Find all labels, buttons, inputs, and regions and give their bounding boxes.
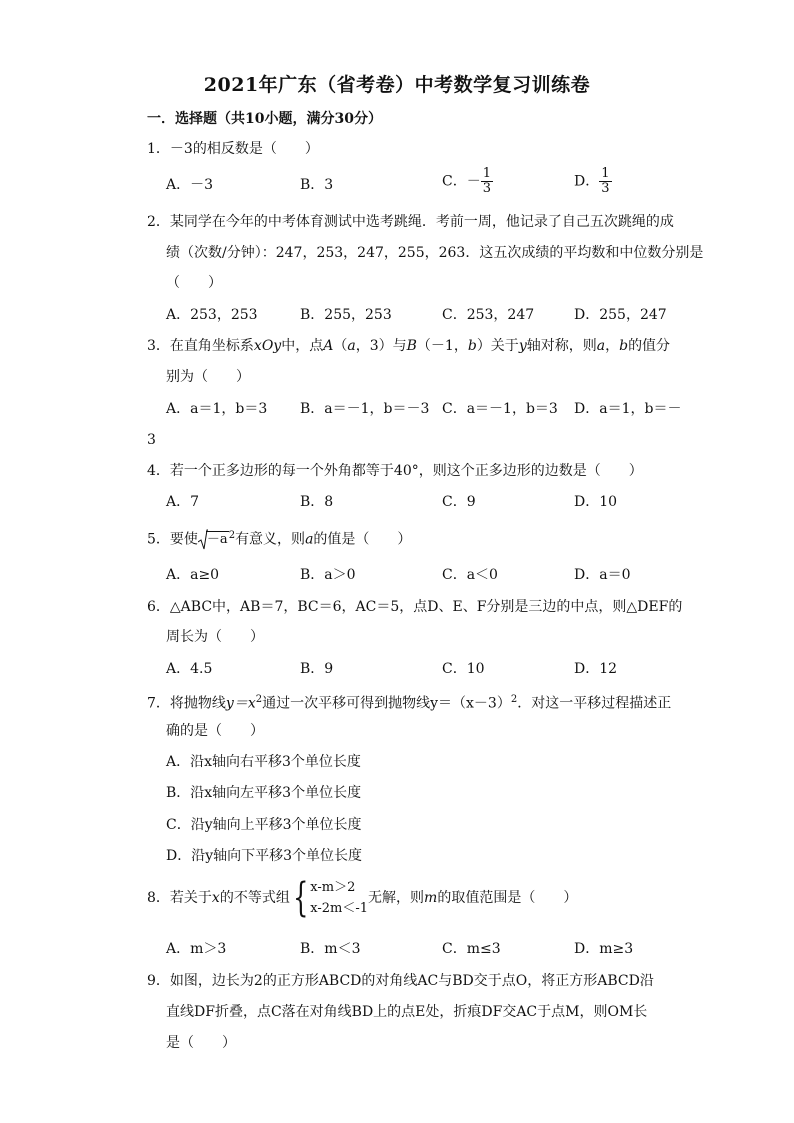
exponent: 2 <box>255 694 263 705</box>
q1-option-d-label: D． <box>574 173 600 190</box>
text: 5．要使 <box>147 531 198 548</box>
math-var: B <box>406 338 417 354</box>
q7-option-b: B．沿x轴向左平移3个单位长度 <box>166 785 362 801</box>
math-var: y <box>518 338 527 354</box>
q8-stem <box>147 876 577 920</box>
q6-line-2: 周长为（ ） <box>166 629 264 645</box>
q6-option-c: C．10 <box>442 661 485 677</box>
q3-line-1 <box>147 336 670 356</box>
q2-option-c: C．253，247 <box>442 307 535 323</box>
text: 通过一次平移可得到抛物线 <box>262 695 431 712</box>
fraction-denominator: 3 <box>601 181 610 196</box>
text: 8．若关于 <box>147 890 212 906</box>
math-var: x <box>211 890 220 906</box>
q5-stem <box>147 526 411 551</box>
q1-option-d-fraction <box>599 167 611 196</box>
q7-option-c: C．沿y轴向上平移3个单位长度 <box>166 817 362 833</box>
inequality-1: x-m＞2 <box>310 880 356 895</box>
q7-option-d: D．沿y轴向下平移3个单位长度 <box>166 848 363 864</box>
q2-line-1: 2．某同学在今年的中考体育测试中选考跳绳．考前一周，他记录了自己五次跳绳的成 <box>147 214 674 230</box>
q4-option-a: A．7 <box>166 494 200 510</box>
q5-option-c: C．a＜0 <box>442 567 498 583</box>
inequality-2: x-2m＜-1 <box>310 901 369 916</box>
math-expression: y＝（x－3） <box>430 695 511 712</box>
text: 的值分 <box>628 338 671 354</box>
fraction-numerator: 1 <box>601 166 610 181</box>
q7-option-a: A．沿x轴向右平移3个单位长度 <box>166 754 361 770</box>
q6-line-1: 6．△ABC中，AB＝7，BC＝6，AC＝5，点D、E、F分别是三边的中点，则△DEF的 <box>147 599 683 615</box>
text: 有意义，则 <box>235 531 306 548</box>
math-var: m <box>424 890 438 906</box>
q9-line-2: 直线DF折叠，点C落在对角线BD上的点E处，折痕DF交AC于点M，则OM长 <box>166 1004 648 1020</box>
q5-option-a: A．a≥0 <box>166 567 220 583</box>
q8-option-a: A．m＞3 <box>166 941 227 957</box>
exponent: 2 <box>510 694 518 705</box>
q5-option-d: D．a＝0 <box>574 567 631 583</box>
q2-option-d: D．255，247 <box>574 307 667 323</box>
math-var: b <box>619 338 629 354</box>
q3-option-a: A．a＝1，b＝3 <box>166 401 268 417</box>
q1-option-c <box>442 167 493 196</box>
text: ， <box>605 338 620 354</box>
inequality-system <box>310 877 368 919</box>
text: 的值是（ ） <box>313 531 412 548</box>
text: ．对这一平移过程描述正 <box>517 695 672 712</box>
q3-line-2: 别为（ ） <box>166 369 250 385</box>
exponent: 2 <box>228 530 236 541</box>
math-var: b <box>467 338 477 354</box>
text: 中，点 <box>281 338 324 354</box>
q2-option-b: B．255，253 <box>300 307 392 323</box>
q1-option-c-fraction <box>481 167 493 196</box>
q1-stem: 1．－3的相反数是（ ） <box>147 141 319 157</box>
text: ，3）与 <box>355 338 407 354</box>
q7-line-2: 确的是（ ） <box>166 723 264 739</box>
q1-option-d <box>574 167 612 196</box>
q6-option-d: D．12 <box>574 661 618 677</box>
fraction-numerator: 1 <box>482 166 491 181</box>
text: 轴对称，则 <box>526 338 597 354</box>
math-var: a <box>305 531 314 548</box>
q1-option-c-label: C．－ <box>442 173 481 190</box>
q6-option-a: A．4.5 <box>166 661 213 677</box>
radicand: －a <box>206 532 228 548</box>
q1-option-b: B．3 <box>300 177 334 193</box>
q8-option-d: D．m≥3 <box>574 941 634 957</box>
text: 的不等式组 <box>219 890 290 906</box>
q5-option-b: B．a＞0 <box>300 567 356 583</box>
math-var: A <box>323 338 334 354</box>
left-brace-icon: { <box>292 875 309 921</box>
q3-option-c: C．a＝－1，b＝3 <box>442 401 558 417</box>
q7-line-1 <box>147 690 671 714</box>
text: 7．将抛物线 <box>147 695 226 712</box>
text: 的取值范围是（ ） <box>437 890 578 906</box>
text: 无解，则 <box>368 890 425 906</box>
math-var: xOy <box>253 338 282 354</box>
text: （－1， <box>416 338 468 354</box>
q4-option-b: B．8 <box>300 494 334 510</box>
q4-stem: 4．若一个正多边形的每一个外角都等于40°，则这个正多边形的边数是（ ） <box>147 463 643 479</box>
q4-option-d: D．10 <box>574 494 618 510</box>
math-var: a <box>596 338 606 354</box>
q9-line-1: 9．如图，边长为2的正方形ABCD的对角线AC与BD交于点O，将正方形ABCD沿 <box>147 973 654 989</box>
q2-option-a: A．253，253 <box>166 307 258 323</box>
q6-option-b: B．9 <box>300 661 334 677</box>
q3-option-d-wrap: 3 <box>147 432 156 448</box>
q9-line-3: 是（ ） <box>166 1035 236 1051</box>
q4-option-c: C．9 <box>442 494 476 510</box>
text: 3．在直角坐标系 <box>147 338 254 354</box>
q3-option-b: B．a＝－1，b＝－3 <box>300 401 430 417</box>
q8-option-c: C．m≤3 <box>442 941 501 957</box>
text: （ <box>333 338 348 354</box>
section-heading: 一．选择题（共10小题，满分30分） <box>147 111 382 127</box>
q3-option-d: D．a＝1，b＝－ <box>574 401 682 417</box>
text: ）关于 <box>476 338 519 354</box>
math-expression: y＝x <box>225 695 256 712</box>
sqrt-expression <box>198 529 229 551</box>
math-var: a <box>347 338 356 354</box>
q1-option-a: A．－3 <box>166 177 214 193</box>
q8-option-b: B．m＜3 <box>300 941 361 957</box>
fraction-denominator: 3 <box>482 181 491 196</box>
q2-line-2: 绩（次数/分钟）：247，253，247，255，263．这五次成绩的平均数和中位数分别是 <box>166 245 704 261</box>
q2-line-3: （ ） <box>166 275 222 291</box>
page-title: 2021年广东（省考卷）中考数学复习训练卷 <box>203 74 591 96</box>
